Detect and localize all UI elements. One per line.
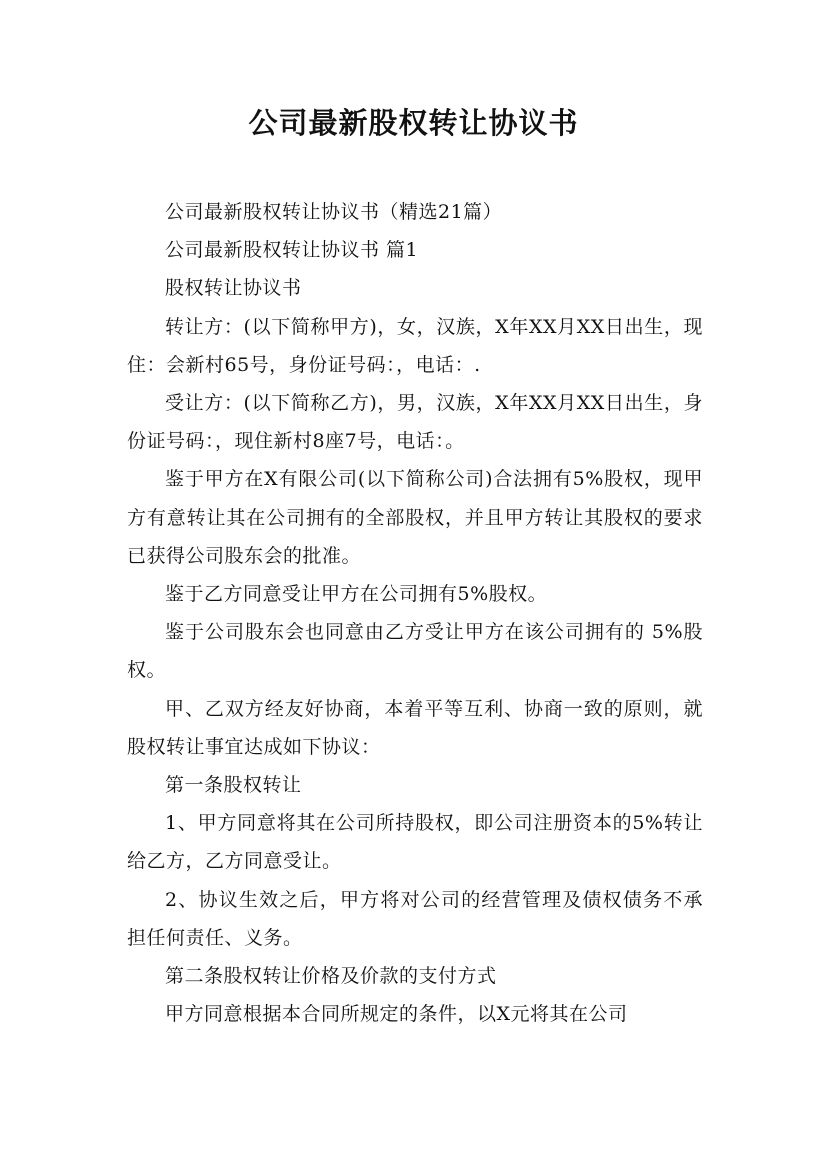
paragraph-transferee: 受让方：(以下简称乙方)，男，汉族，X年XX月XX日出生，身份证号码：，现住新村8座7号，电话：。 (127, 392, 703, 453)
paragraph-whereas-3: 鉴于公司股东会也同意由乙方受让甲方在该公司拥有的 5%股权。 (127, 621, 703, 682)
paragraph-agreement-title: 股权转让协议书 (165, 277, 302, 300)
paragraph-transferor: 转让方：(以下简称甲方)，女，汉族，X年XX月XX日出生，现住：会新村65号，身份证号码：，电话：. (127, 315, 703, 376)
paragraph-article-1: 第一条股权转让 (165, 774, 302, 797)
paragraph-article-2: 第二条股权转让价格及价款的支付方式 (165, 965, 497, 988)
paragraph-whereas-2: 鉴于乙方同意受让甲方在公司拥有5%股权。 (165, 583, 548, 606)
paragraph-clause-1-1: 1、甲方同意将其在公司所持股权，即公司注册资本的5%转让给乙方，乙方同意受让。 (127, 812, 703, 873)
paragraph-section-heading: 公司最新股权转让协议书 篇1 (165, 239, 419, 262)
paragraph-clause-2-1: 甲方同意根据本合同所规定的条件，以X元将其在公司 (165, 1003, 628, 1026)
document-title: 公司最新股权转让协议书 (248, 106, 579, 140)
paragraph-whereas-1: 鉴于甲方在X有限公司(以下简称公司)合法拥有5%股权，现甲方有意转让其在公司拥有的全部股权，并且甲方转让其股权的要求已获得公司股东会的批准。 (127, 468, 703, 567)
paragraph-subtitle: 公司最新股权转让协议书（精选21篇） (165, 201, 503, 223)
paragraph-preamble: 甲、乙双方经友好协商，本着平等互利、协商一致的原则，就股权转让事宜达成如下协议： (127, 697, 703, 758)
paragraph-clause-1-2: 2、协议生效之后，甲方将对公司的经营管理及债权债务不承担任何责任、义务。 (127, 888, 703, 949)
document-body (127, 193, 703, 1033)
